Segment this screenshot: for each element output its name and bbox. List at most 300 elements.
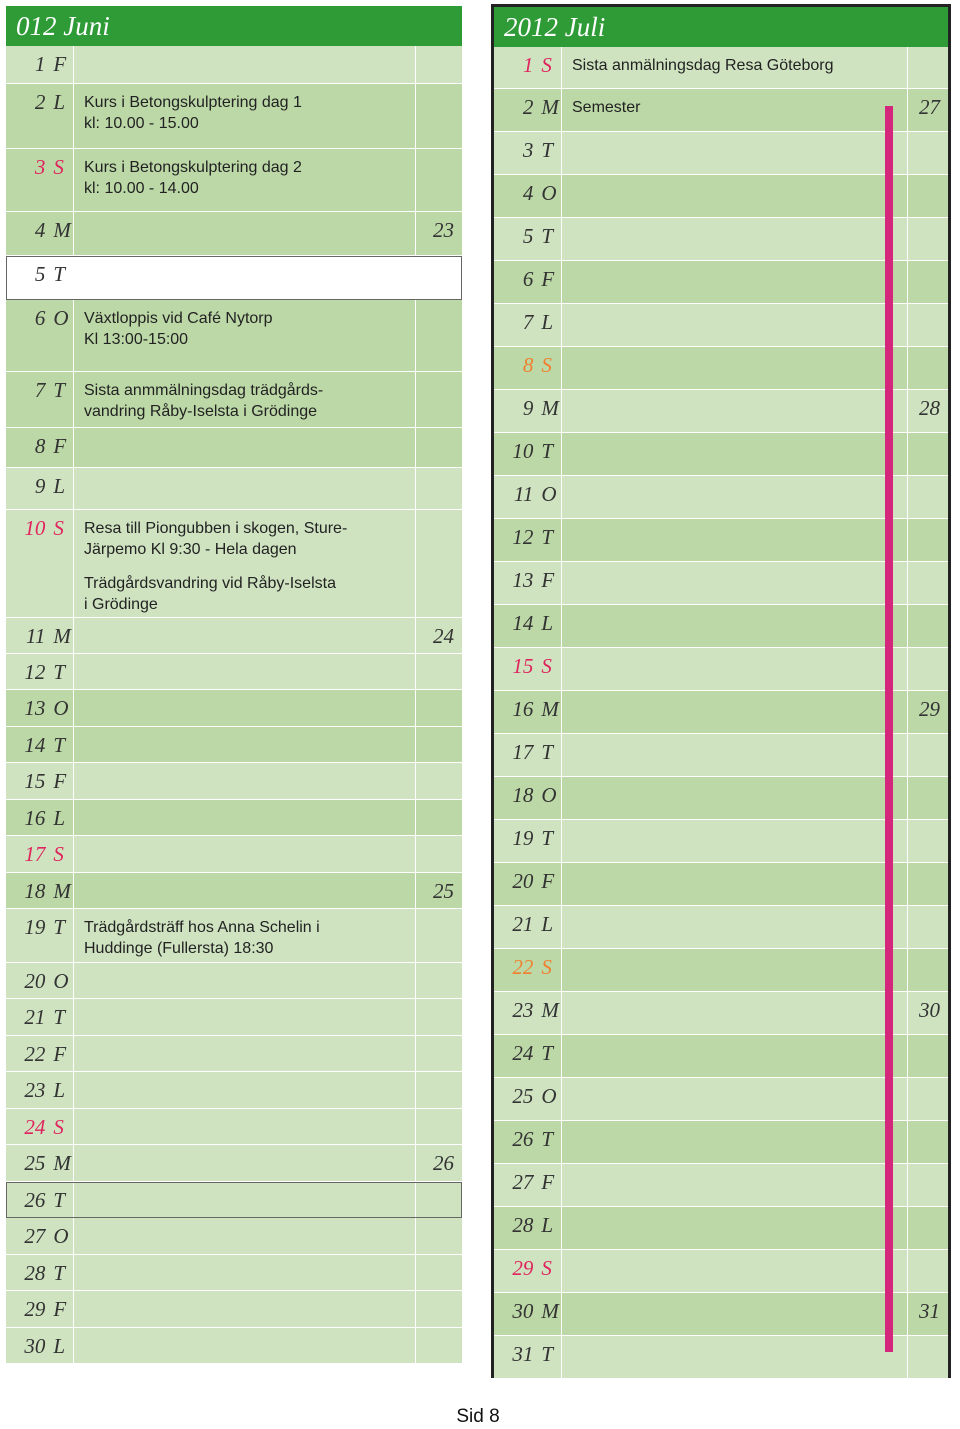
- day-row: [494, 132, 948, 175]
- weekday-letter: T: [541, 740, 554, 764]
- weekday-letter: M: [541, 95, 559, 119]
- day-cell: [6, 1072, 74, 1108]
- event-text: [572, 1338, 907, 1344]
- day-row: [494, 1336, 948, 1379]
- day-number: 20: [24, 969, 46, 993]
- event-cell: [74, 763, 416, 799]
- event-text: [572, 564, 907, 570]
- day-cell: [6, 1328, 74, 1363]
- week-number: [908, 304, 948, 346]
- event-cell: [74, 654, 416, 689]
- day-cell: [494, 433, 562, 475]
- day-cell: [494, 89, 562, 131]
- week-number: [416, 1072, 462, 1108]
- event-text: [84, 1257, 415, 1263]
- day-cell: [494, 691, 562, 733]
- event-text: Resa till Piongubben i skogen, Sture- Järpemo Kl 9:30 - Hela dagen: [84, 520, 348, 558]
- weekday-letter: O: [541, 181, 557, 205]
- day-cell: [6, 46, 74, 83]
- event-cell: [74, 510, 416, 617]
- day-number: 2: [522, 95, 534, 119]
- week-number: [908, 347, 948, 389]
- day-number: 5: [34, 262, 46, 286]
- week-number: [908, 47, 948, 88]
- event-cell: [74, 873, 416, 908]
- day-number: 22: [512, 955, 534, 979]
- event-cell: [74, 428, 416, 467]
- event-cell: [562, 605, 908, 647]
- event-text: [572, 1123, 907, 1129]
- day-number: 10: [24, 516, 46, 540]
- event-text: [84, 1147, 415, 1153]
- day-row: [6, 873, 462, 909]
- week-number: [416, 1255, 462, 1290]
- weekday-letter: T: [53, 733, 66, 757]
- day-cell: [6, 468, 74, 509]
- event-cell: [74, 1036, 416, 1071]
- week-number: [908, 562, 948, 604]
- event-cell: [562, 175, 908, 217]
- day-row: [494, 175, 948, 218]
- week-number: [416, 690, 462, 726]
- day-number: 26: [512, 1127, 534, 1151]
- weekday-letter: F: [53, 1297, 67, 1321]
- event-cell: [562, 261, 908, 303]
- day-cell: [494, 304, 562, 346]
- day-row: [494, 906, 948, 949]
- event-cell: [562, 691, 908, 733]
- day-number: 13: [24, 696, 46, 720]
- week-number: [416, 1109, 462, 1144]
- weekday-letter: O: [53, 306, 69, 330]
- weekday-letter: L: [541, 912, 554, 936]
- weekday-letter: F: [53, 769, 67, 793]
- june-title: 012 Juni: [6, 6, 462, 46]
- event-cell: [74, 727, 416, 762]
- event-text: [572, 306, 907, 312]
- week-number: [416, 1328, 462, 1363]
- weekday-letter: O: [541, 1084, 557, 1108]
- day-cell: [494, 1035, 562, 1077]
- weekday-letter: L: [53, 1078, 66, 1102]
- day-number: 6: [522, 267, 534, 291]
- day-cell: [494, 390, 562, 432]
- week-number: [416, 909, 462, 962]
- week-number: [416, 468, 462, 509]
- event-cell: [74, 690, 416, 726]
- day-row: [6, 468, 462, 510]
- day-row: [494, 1121, 948, 1164]
- day-number: 11: [513, 482, 534, 506]
- day-cell: [494, 261, 562, 303]
- event-cell: [74, 84, 416, 148]
- weekday-letter: L: [53, 806, 66, 830]
- week-number: [416, 727, 462, 762]
- day-number: 8: [34, 434, 46, 458]
- day-row: [6, 1109, 462, 1145]
- day-cell: [494, 605, 562, 647]
- day-row: [6, 1255, 462, 1291]
- day-number: 15: [512, 654, 534, 678]
- week-number: [416, 84, 462, 148]
- week-number: [416, 800, 462, 835]
- day-row: [6, 654, 462, 690]
- weekday-letter: T: [541, 1342, 554, 1366]
- weekday-letter: F: [541, 869, 555, 893]
- week-number: [416, 46, 462, 83]
- week-number: [416, 1182, 462, 1217]
- day-cell: [6, 84, 74, 148]
- week-number: [416, 763, 462, 799]
- day-cell: [6, 300, 74, 371]
- day-number: 30: [24, 1334, 46, 1358]
- event-text: [572, 521, 907, 527]
- day-cell: [6, 963, 74, 998]
- event-text: [572, 435, 907, 441]
- june-calendar: [6, 6, 462, 1364]
- day-row: [494, 519, 948, 562]
- event-cell: [74, 836, 416, 872]
- day-number: 9: [34, 474, 46, 498]
- week-number: [416, 963, 462, 998]
- event-text: [572, 736, 907, 742]
- day-number: 21: [512, 912, 534, 936]
- event-text: [572, 865, 907, 871]
- event-text: [84, 430, 415, 436]
- week-number: [416, 256, 462, 299]
- weekday-letter: M: [541, 697, 559, 721]
- week-number: [416, 372, 462, 427]
- weekday-letter: L: [541, 1213, 554, 1237]
- week-number: [908, 605, 948, 647]
- day-cell: [6, 618, 74, 653]
- week-number: [908, 1121, 948, 1163]
- weekday-letter: M: [53, 1151, 71, 1175]
- week-number: [416, 1218, 462, 1254]
- day-cell: [494, 47, 562, 88]
- week-number: [908, 519, 948, 561]
- day-number: 24: [512, 1041, 534, 1065]
- day-cell: [6, 149, 74, 211]
- day-row: [494, 1035, 948, 1078]
- week-number: [416, 654, 462, 689]
- weekday-letter: L: [53, 474, 66, 498]
- day-cell: [494, 476, 562, 518]
- event-cell: [562, 519, 908, 561]
- week-number: 28: [919, 396, 940, 420]
- day-row: [494, 992, 948, 1035]
- event-cell: [74, 909, 416, 962]
- weekday-letter: T: [541, 1127, 554, 1151]
- june-rows: [6, 46, 462, 1364]
- day-row: [6, 1036, 462, 1072]
- event-text: [572, 822, 907, 828]
- weekday-letter: O: [541, 482, 557, 506]
- event-text: [572, 1037, 907, 1043]
- week-number: [908, 1164, 948, 1206]
- day-cell: [494, 1250, 562, 1292]
- day-row: [494, 433, 948, 476]
- event-cell: [562, 734, 908, 776]
- day-row: [494, 820, 948, 863]
- week-number: [416, 1291, 462, 1327]
- week-number: [908, 476, 948, 518]
- day-row: [494, 691, 948, 734]
- day-row: [6, 909, 462, 963]
- event-cell: [74, 1145, 416, 1181]
- day-cell: [6, 1182, 74, 1217]
- event-text: [572, 1252, 907, 1258]
- day-number: 27: [512, 1170, 534, 1194]
- day-cell: [6, 1036, 74, 1071]
- day-cell: [6, 999, 74, 1035]
- event-cell: [74, 256, 416, 299]
- event-text: Kurs i Betongskulptering dag 2 kl: 10.00 - 14.00: [84, 159, 302, 197]
- day-number: 16: [24, 806, 46, 830]
- day-number: 16: [512, 697, 534, 721]
- weekday-letter: T: [541, 439, 554, 463]
- weekday-letter: T: [53, 262, 66, 286]
- day-row: [6, 84, 462, 149]
- day-row: [6, 372, 462, 428]
- event-text: Växtloppis vid Café Nytorp Kl 13:00-15:00: [84, 310, 273, 348]
- weekday-letter: M: [53, 624, 71, 648]
- day-number: 17: [24, 842, 46, 866]
- day-number: 18: [512, 783, 534, 807]
- event-text: [572, 779, 907, 785]
- weekday-letter: S: [541, 353, 552, 377]
- event-text: [84, 1220, 415, 1226]
- weekday-letter: T: [541, 826, 554, 850]
- event-text: [572, 1166, 907, 1172]
- day-number: 27: [24, 1224, 46, 1248]
- day-number: 17: [512, 740, 534, 764]
- weekday-letter: S: [53, 1115, 64, 1139]
- day-cell: [494, 1164, 562, 1206]
- week-number: [908, 820, 948, 862]
- day-row: [494, 1164, 948, 1207]
- week-number: 31: [919, 1299, 940, 1323]
- day-number: 19: [512, 826, 534, 850]
- event-text: [84, 765, 415, 771]
- day-cell: [6, 763, 74, 799]
- day-cell: [494, 132, 562, 174]
- day-row: [494, 1293, 948, 1336]
- day-number: 28: [512, 1213, 534, 1237]
- day-number: 8: [522, 353, 534, 377]
- day-number: 25: [24, 1151, 46, 1175]
- day-cell: [6, 1291, 74, 1327]
- event-cell: [74, 149, 416, 211]
- event-cell: [74, 212, 416, 255]
- week-number: [416, 300, 462, 371]
- event-text: [572, 908, 907, 914]
- day-cell: [6, 690, 74, 726]
- day-number: 29: [512, 1256, 534, 1280]
- event-text: [84, 729, 415, 735]
- day-row: [494, 261, 948, 304]
- day-number: 22: [24, 1042, 46, 1066]
- day-cell: [6, 1218, 74, 1254]
- day-number: 9: [522, 396, 534, 420]
- day-row: [494, 1078, 948, 1121]
- weekday-letter: L: [53, 90, 66, 114]
- event-text: Kurs i Betongskulptering dag 1 kl: 10.00 - 15.00: [84, 94, 302, 132]
- day-cell: [494, 820, 562, 862]
- weekday-letter: O: [541, 783, 557, 807]
- event-text: [84, 470, 415, 476]
- weekday-letter: L: [541, 611, 554, 635]
- day-cell: [6, 1145, 74, 1181]
- day-number: 4: [522, 181, 534, 205]
- day-number: 5: [522, 224, 534, 248]
- day-row: [6, 836, 462, 873]
- event-cell: [562, 863, 908, 905]
- day-cell: [494, 648, 562, 690]
- event-cell: [562, 433, 908, 475]
- day-cell: [494, 175, 562, 217]
- day-cell: [494, 734, 562, 776]
- day-row: [6, 999, 462, 1036]
- weekday-letter: M: [53, 879, 71, 903]
- weekday-letter: S: [541, 1256, 552, 1280]
- event-cell: [562, 1293, 908, 1335]
- weekday-letter: F: [53, 434, 67, 458]
- event-text: [84, 1038, 415, 1044]
- day-cell: [6, 909, 74, 962]
- day-row: [6, 149, 462, 212]
- event-text: [572, 134, 907, 140]
- day-number: 14: [512, 611, 534, 635]
- day-cell: [494, 949, 562, 991]
- event-cell: [74, 372, 416, 427]
- event-text: Semester: [572, 99, 641, 116]
- day-row: [494, 734, 948, 777]
- day-row: [6, 618, 462, 654]
- weekday-letter: S: [541, 53, 552, 77]
- day-cell: [6, 256, 74, 299]
- week-number: [908, 433, 948, 475]
- week-number: [908, 863, 948, 905]
- event-text: Sista anmmälningsdag trädgårds- vandring Råby-Iselsta i Grödinge: [84, 382, 324, 420]
- event-text: [84, 875, 415, 881]
- day-cell: [494, 1121, 562, 1163]
- day-row: [6, 763, 462, 800]
- event-cell: [562, 1078, 908, 1120]
- event-cell: [562, 347, 908, 389]
- weekday-letter: T: [53, 1005, 66, 1029]
- day-number: 19: [24, 915, 46, 939]
- day-number: 23: [24, 1078, 46, 1102]
- day-number: 21: [24, 1005, 46, 1029]
- event-cell: [562, 1121, 908, 1163]
- day-number: 1: [522, 53, 534, 77]
- weekday-letter: T: [53, 1188, 66, 1212]
- event-cell: [562, 949, 908, 991]
- week-number: [908, 949, 948, 991]
- weekday-letter: O: [53, 696, 69, 720]
- event-text: [572, 478, 907, 484]
- event-text: [572, 177, 907, 183]
- week-number: 29: [919, 697, 940, 721]
- event-text: [572, 650, 907, 656]
- event-text-secondary: Trädgårdsvandring vid Råby-Iselsta i Grödinge: [84, 575, 336, 613]
- week-number: [908, 777, 948, 819]
- day-cell: [494, 347, 562, 389]
- week-number: [908, 132, 948, 174]
- event-cell: [562, 89, 908, 131]
- day-row: [6, 1072, 462, 1109]
- weekday-letter: O: [53, 1224, 69, 1248]
- weekday-letter: F: [541, 568, 555, 592]
- week-number: [416, 149, 462, 211]
- event-text: [572, 1295, 907, 1301]
- day-number: 28: [24, 1261, 46, 1285]
- weekday-letter: T: [541, 138, 554, 162]
- page-number: Sid 8: [456, 1406, 500, 1427]
- event-cell: [74, 46, 416, 83]
- event-text: [572, 994, 907, 1000]
- weekday-letter: S: [53, 516, 64, 540]
- day-number: 3: [522, 138, 534, 162]
- event-text: [84, 1111, 415, 1117]
- week-number: [908, 1078, 948, 1120]
- event-text: [84, 656, 415, 662]
- day-cell: [6, 654, 74, 689]
- event-cell: [562, 777, 908, 819]
- event-text: [84, 1074, 415, 1080]
- day-number: 26: [24, 1188, 46, 1212]
- event-text: [572, 693, 907, 699]
- july-rows: [494, 47, 948, 1379]
- weekday-letter: M: [53, 218, 71, 242]
- event-text: [572, 1209, 907, 1215]
- weekday-letter: F: [53, 52, 67, 76]
- day-row: [494, 863, 948, 906]
- day-number: 29: [24, 1297, 46, 1321]
- day-cell: [6, 212, 74, 255]
- week-number: [416, 510, 462, 617]
- day-cell: [494, 1293, 562, 1335]
- day-cell: [494, 777, 562, 819]
- event-cell: [562, 1250, 908, 1292]
- day-number: 12: [24, 660, 46, 684]
- week-number: [908, 218, 948, 260]
- day-row: [6, 690, 462, 727]
- week-number: [908, 906, 948, 948]
- weekday-letter: T: [53, 1261, 66, 1285]
- week-number: 30: [919, 998, 940, 1022]
- event-text: [572, 607, 907, 613]
- day-row: [6, 1145, 462, 1182]
- event-cell: [74, 468, 416, 509]
- week-number: [908, 1035, 948, 1077]
- day-row: [6, 256, 462, 300]
- day-number: 30: [512, 1299, 534, 1323]
- event-cell: [562, 132, 908, 174]
- event-text: Sista anmälningsdag Resa Göteborg: [572, 57, 834, 74]
- event-text: [572, 1080, 907, 1086]
- day-number: 14: [24, 733, 46, 757]
- weekday-letter: M: [541, 1299, 559, 1323]
- day-cell: [494, 1078, 562, 1120]
- week-number: [908, 1336, 948, 1378]
- day-cell: [6, 372, 74, 427]
- event-cell: [562, 476, 908, 518]
- week-number: 23: [433, 218, 454, 242]
- event-text: [84, 965, 415, 971]
- day-row: [6, 428, 462, 468]
